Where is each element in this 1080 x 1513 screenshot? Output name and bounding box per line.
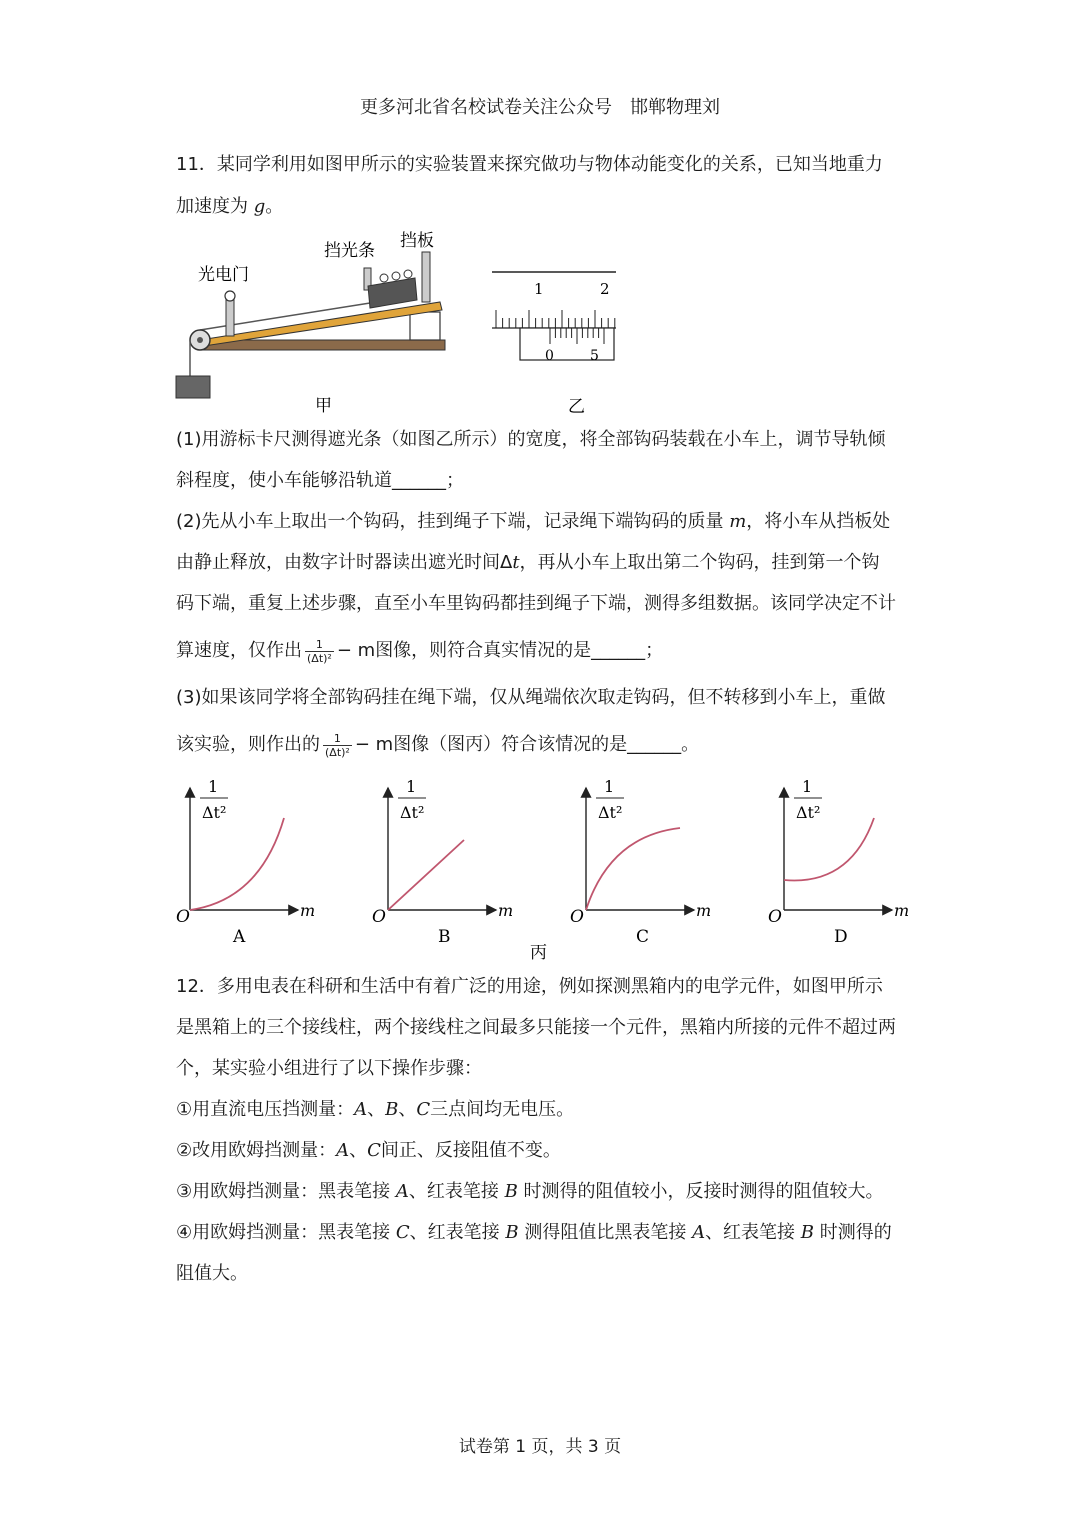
- svg-text:m: m: [498, 901, 514, 920]
- svg-text:m: m: [300, 901, 316, 920]
- svg-text:Δt²: Δt²: [202, 803, 227, 822]
- q11-line1: 11．某同学利用如图甲所示的实验装置来探究做功与物体动能变化的关系，已知当地重力: [176, 154, 883, 175]
- svg-text:Δt²: Δt²: [400, 803, 425, 822]
- fraction: $\frac{1}{\text{(Δt)²}}$: [307, 637, 332, 665]
- apparatus-figure: [170, 228, 460, 418]
- svg-text:O: O: [176, 907, 190, 927]
- label-jia: 甲: [315, 396, 332, 416]
- page-footer: 试卷第 1 页，共 3 页: [458, 1437, 622, 1457]
- q11-p2-line1: (2)先从小车上取出一个钩码，挂到绳子下端，记录绳下端钩码的质量 m，将小车从挡板处: [176, 511, 891, 532]
- svg-text:Δt²: Δt²: [598, 803, 623, 822]
- graph-D: [768, 777, 909, 947]
- vernier-figure: [488, 268, 623, 418]
- fraction: $\frac{1}{\text{(Δt)²}}$: [325, 731, 350, 759]
- q12-step4: ④用欧姆挡测量：黑表笔接 C、红表笔接 B 测得阻值比黑表笔接 A、红表笔接 B 时测得的: [176, 1222, 892, 1243]
- q11-p2-line4: 算速度，仅作出 $\frac{1}{\text{(Δt)²}}$ − m图像，则符合真实情况的是______；: [176, 637, 664, 665]
- page-header: 更多河北省名校试卷关注公众号 邯郸物理刘: [360, 97, 720, 118]
- q11-p3-line2: 该实验，则作出的 $\frac{1}{\text{(Δt)²}}$ − m图像（图丙）符合该情况的是______。: [176, 731, 700, 759]
- label-dangban: 挡板: [400, 231, 434, 251]
- q12-line3: 个，某实验小组进行了以下操作步骤：: [176, 1058, 482, 1079]
- vernier-vern-0: 0: [545, 348, 554, 364]
- graph-B: [372, 777, 513, 947]
- q12-step2: ②改用欧姆挡测量：A、C间正、反接阻值不变。: [176, 1140, 561, 1161]
- svg-text:m: m: [894, 901, 910, 920]
- graph-label-A: A: [233, 927, 246, 947]
- label-dangguangtiao: 挡光条: [324, 241, 375, 261]
- label-bing: 丙: [530, 943, 547, 963]
- q11-p3-line1: (3)如果该同学将全部钩码挂在绳下端，仅从绳端依次取走钩码，但不转移到小车上，重做: [176, 687, 886, 708]
- q12-line2: 是黑箱上的三个接线柱，两个接线柱之间最多只能接一个元件，黑箱内所接的元件不超过两: [176, 1017, 896, 1038]
- label-yi: 乙: [568, 397, 585, 417]
- svg-text:O: O: [570, 907, 584, 927]
- graph-C: [570, 777, 711, 947]
- q12-step3: ③用欧姆挡测量：黑表笔接 A、红表笔接 B 时测得的阻值较小，反接时测得的阻值较大。: [176, 1181, 884, 1202]
- q11-p2-line2: 由静止释放，由数字计时器读出遮光时间Δt，再从小车上取出第二个钩码，挂到第一个钩: [176, 552, 880, 573]
- svg-text:O: O: [768, 907, 782, 927]
- q11-p1-line1: (1)用游标卡尺测得遮光条（如图乙所示）的宽度，将全部钩码装载在小车上，调节导轨倾: [176, 429, 886, 450]
- svg-text:1: 1: [604, 777, 615, 796]
- q12-step4-line2: 阻值大。: [176, 1263, 248, 1284]
- vernier-vern-5: 5: [590, 348, 599, 364]
- q11-line2: 加速度为 g。: [176, 196, 284, 217]
- vernier-main-1: 1: [534, 280, 544, 298]
- svg-text:Δt²: Δt²: [796, 803, 821, 822]
- graphs-bing: [160, 770, 920, 970]
- q11-p2-line3: 码下端，重复上述步骤，直至小车里钩码都挂到绳子下端，测得多组数据。该同学决定不计: [176, 593, 896, 614]
- vernier-main-2: 2: [600, 280, 610, 298]
- q11-p1-line2: 斜程度，使小车能够沿轨道______；: [176, 470, 464, 491]
- svg-text:O: O: [372, 907, 386, 927]
- graph-label-D: D: [834, 927, 848, 947]
- svg-text:m: m: [696, 901, 712, 920]
- q12-step1: ①用直流电压挡测量：A、B、C三点间均无电压。: [176, 1099, 575, 1120]
- label-guangdianmen: 光电门: [198, 265, 249, 285]
- q12-line1: 12．多用电表在科研和生活中有着广泛的用途，例如探测黑箱内的电学元件，如图甲所示: [176, 976, 883, 997]
- graph-A: [176, 777, 315, 947]
- svg-text:1: 1: [208, 777, 219, 796]
- svg-text:1: 1: [802, 777, 813, 796]
- graph-label-C: C: [636, 927, 650, 947]
- graph-label-B: B: [438, 927, 451, 947]
- svg-text:1: 1: [406, 777, 417, 796]
